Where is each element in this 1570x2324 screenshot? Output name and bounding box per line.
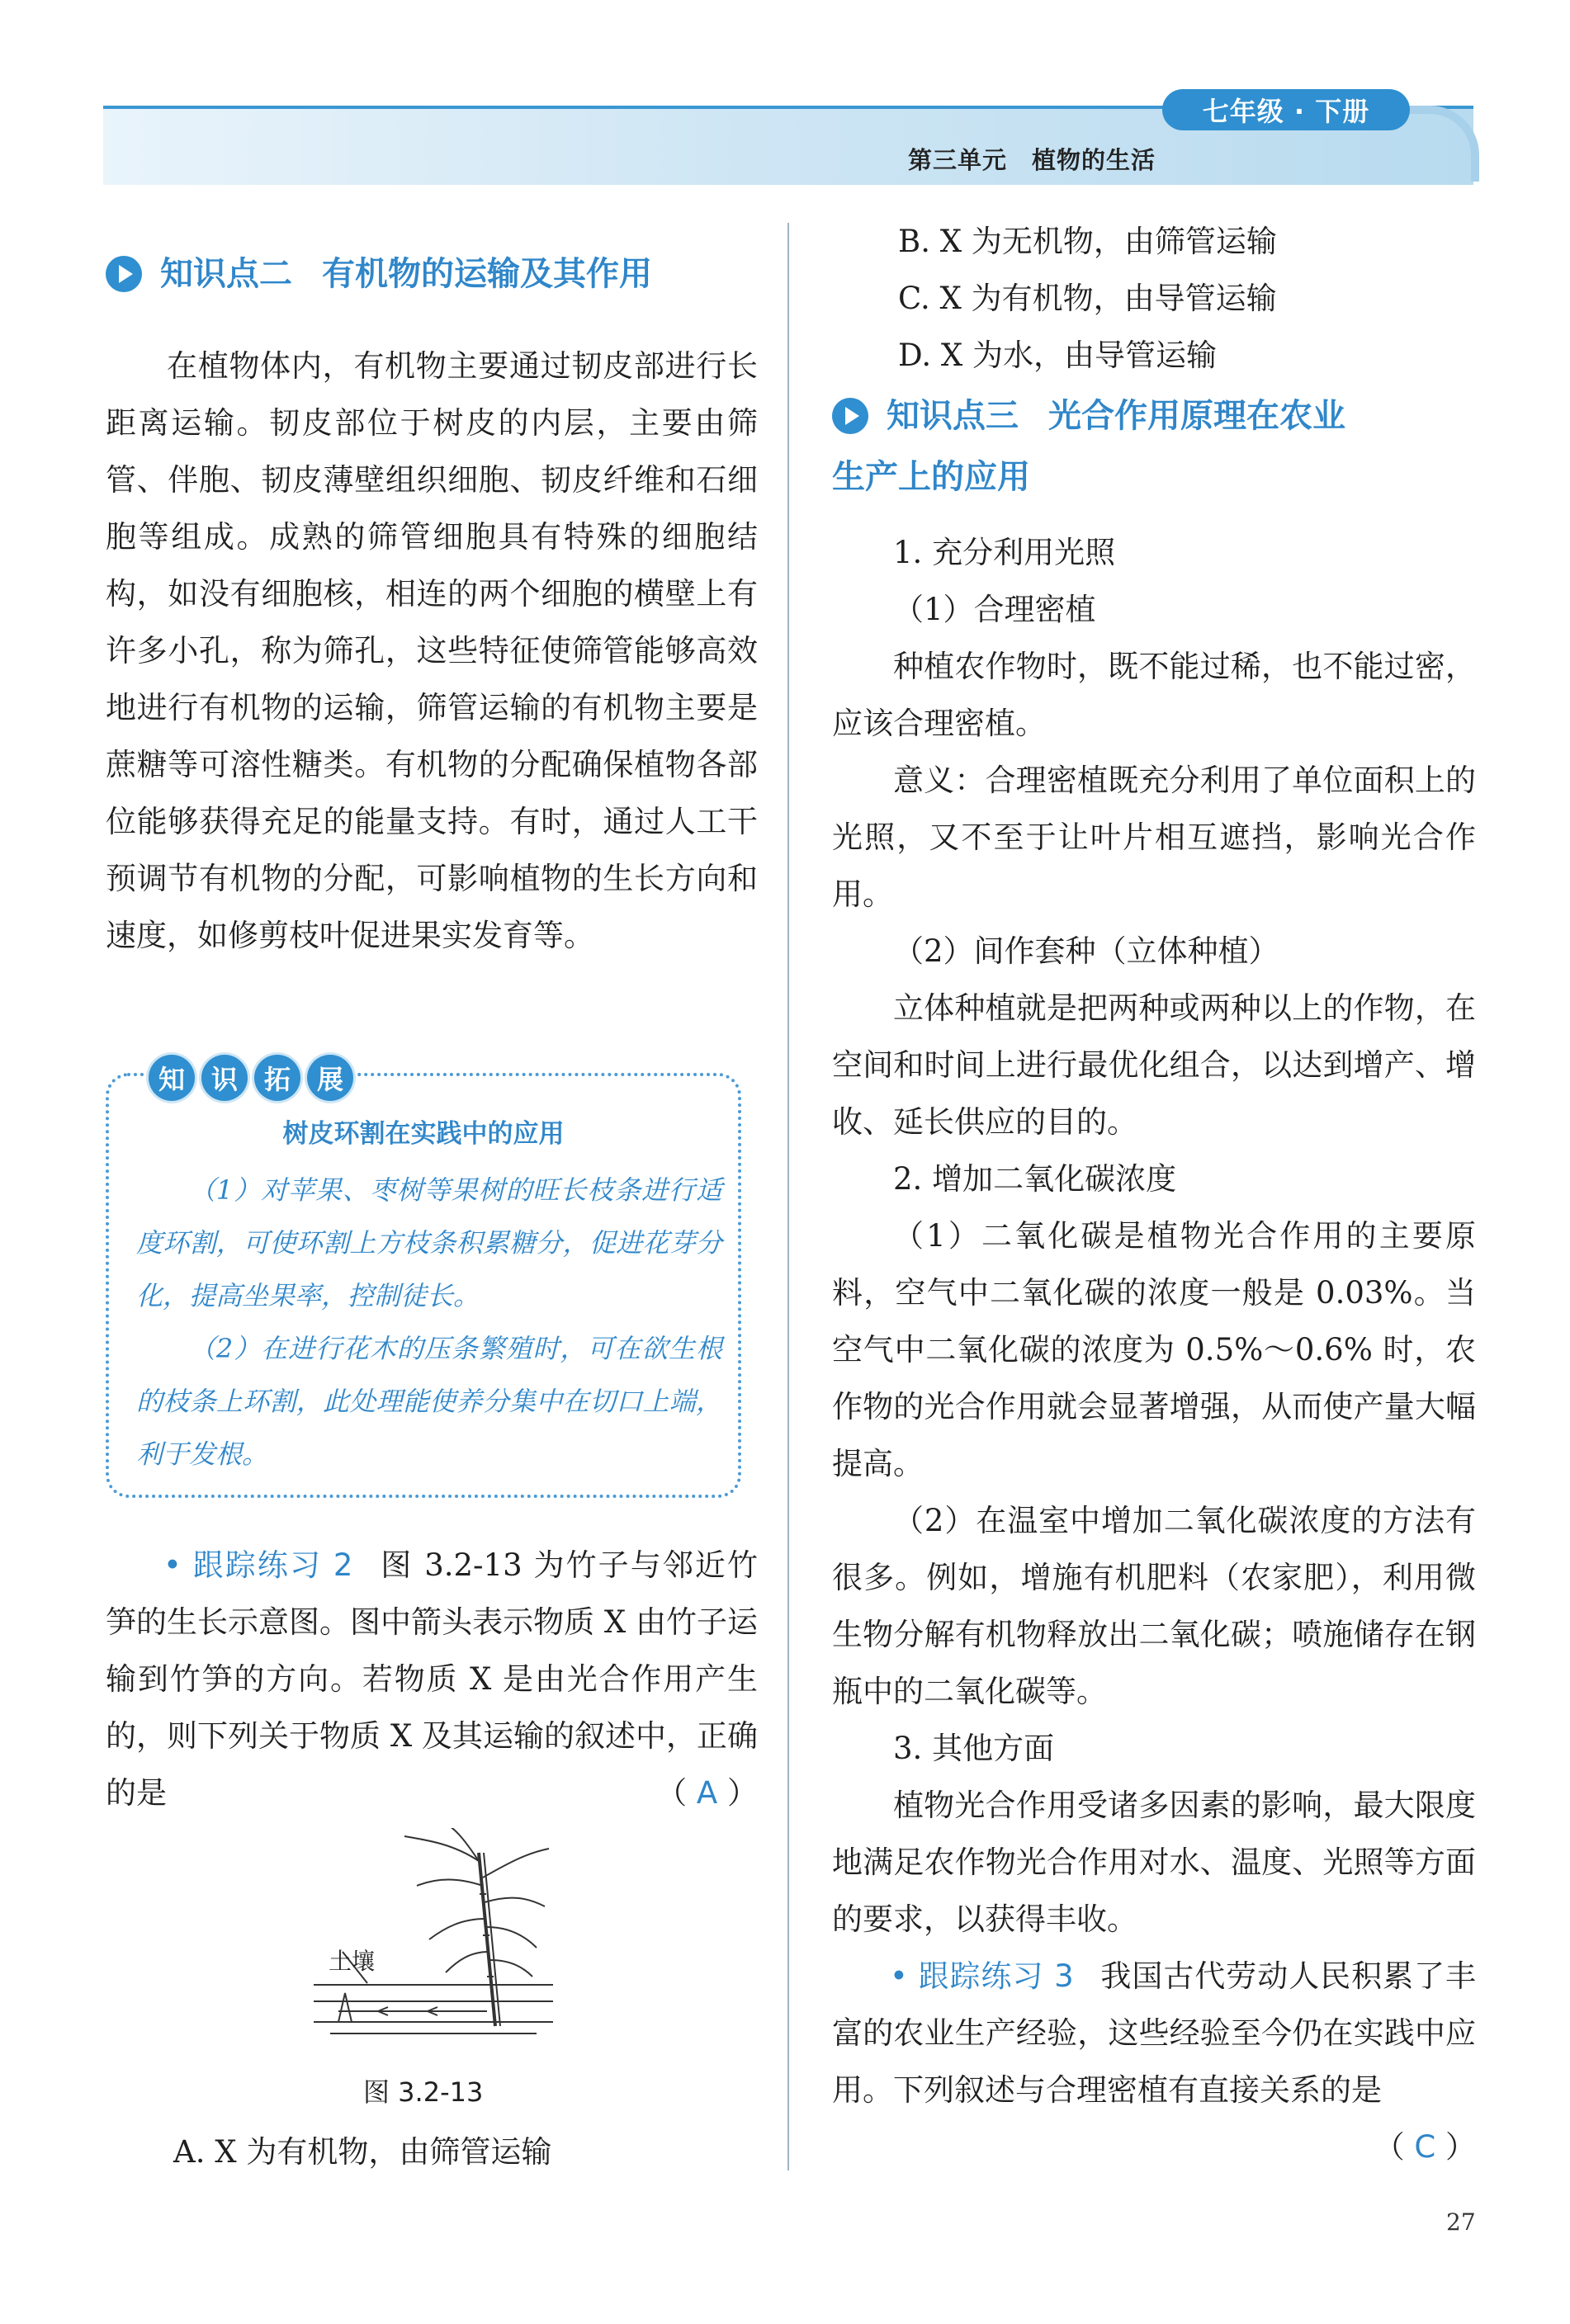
page-number: 27	[1446, 2208, 1476, 2236]
option-c: C. X 为有机物，由导管运输	[898, 281, 1277, 316]
practice-2	[106, 1537, 758, 1821]
practice-label: 跟踪练习 3	[918, 1958, 1074, 1994]
section-title-line2: 生产上的应用	[832, 458, 1030, 496]
bullet-dot: •	[890, 1958, 908, 1994]
figure-soil-label: 土壤	[329, 1948, 376, 1975]
unit-title: 第三单元 植物的生活	[908, 146, 1156, 174]
paragraph-6: 植物光合作用受诸多因素的影响，最大限度地满足农作物光合作用对水、温度、光照等方面的要求，以获得丰收。	[832, 1788, 1476, 1937]
section-number: 知识点三	[887, 397, 1019, 435]
section-title: 有机物的运输及其作用	[322, 255, 652, 293]
paragraph-4: （1）二氧化碳是植物光合作用的主要原料，空气中二氧化碳的浓度一般是 0.03%。当空气中二氧化碳的浓度为 0.5%～0.6% 时，农作物的光合作用就会显著增强，从而使产量大幅提高。	[832, 1218, 1476, 1481]
bamboo-figure	[314, 1828, 553, 2043]
paragraph-3: 立体种植就是把两种或两种以上的作物，在空间和时间上进行最优化组合，以达到增产、增收、延长供应的目的。	[832, 990, 1476, 1140]
section-heading-text	[887, 385, 1345, 446]
left-column-top	[106, 243, 758, 964]
answer-bracket: （ A ）	[656, 1775, 758, 1811]
section-3-body	[832, 524, 1477, 2165]
paragraph-2: 意义：合理密植既充分利用了单位面积上的光照，又不至于让叶片相互遮挡，影响光合作用。	[832, 763, 1476, 912]
right-column	[832, 213, 1476, 2175]
option-a-text: A. X 为有机物，由筛管运输	[173, 2134, 552, 2170]
section-heading-3	[832, 385, 1476, 446]
extension-title: 树皮环割在实践中的应用	[282, 1119, 565, 1149]
knowledge-extension-badges	[149, 1055, 353, 1101]
answer-letter: C	[1414, 2129, 1436, 2165]
option-b: B. X 为无机物，由筛管运输	[898, 224, 1277, 259]
section-title-line1: 光合作用原理在农业	[1048, 397, 1345, 435]
badge-char: 识	[201, 1055, 248, 1101]
play-icon	[832, 398, 868, 434]
answer-letter: A	[696, 1775, 718, 1811]
section-heading-2	[106, 243, 758, 305]
practice-question-text: 我国古代劳动人民积累了丰富的农业生产经验，这些经验至今仍在实践中应用。下列叙述与合理密植有直接关系的是	[832, 1958, 1477, 2108]
bullet-dot: •	[163, 1547, 182, 1583]
section-heading-3-line2	[832, 446, 1476, 508]
option-a	[173, 2123, 751, 2180]
paragraph-5: （2）在温室中增加二氧化碳浓度的方法有很多。例如，增施有机肥料（农家肥），利用微生物分解有机物释放出二氧化碳；喷施储存在钢瓶中的二氧化碳等。	[832, 1503, 1476, 1709]
figure-caption: 图 3.2-13	[363, 2076, 484, 2108]
extension-item: （1）对苹果、枣树等果树的旺长枝条进行适度环割，可使环割上方枝条积累糖分，促进花芽分化，提高坐果率，控制徒长。	[136, 1174, 722, 1311]
practice-3-question	[832, 1948, 1477, 2165]
subheading-1-2: （2）间作套种（立体种植）	[893, 933, 1279, 969]
subheading-3: 3. 其他方面	[893, 1731, 1055, 1766]
subheading-1: 1. 充分利用光照	[893, 535, 1116, 570]
badge-char: 知	[149, 1055, 195, 1101]
practice-question-text: 图 3.2-13 为竹子与邻近竹笋的生长示意图。图中箭头表示物质 X 由竹子运输到竹笋的方向。若物质 X 是由光合作用产生的，则下列关于物质 X 及其运输的叙述中，正确的是	[106, 1547, 759, 1811]
option-d: D. X 为水，由导管运输	[898, 338, 1217, 373]
column-divider	[787, 223, 789, 2170]
extension-body	[136, 1164, 722, 1481]
extension-item: （2）在进行花木的压条繁殖时，可在欲生根的枝条上环割，此处理能使养分集中在切口上端，利于发根。	[136, 1333, 722, 1470]
practice-2-question	[106, 1537, 758, 1821]
play-icon	[106, 256, 142, 292]
section-number: 知识点二	[160, 255, 292, 293]
badge-char: 拓	[254, 1055, 300, 1101]
subheading-2: 2. 增加二氧化碳浓度	[893, 1161, 1177, 1197]
badge-char: 展	[307, 1055, 353, 1101]
organic-transport-paragraph: 在植物体内，有机物主要通过韧皮部进行长距离运输。韧皮部位于树皮的内层，主要由筛管、伴胞、韧皮薄壁组织细胞、韧皮纤维和石细胞等组成。成熟的筛管细胞具有特殊的细胞结构，如没有细胞核，相连的两个细胞的横壁上有许多小孔，称为筛孔，这些特征使筛管能够高效地进行有机物的运输，筛管运输的有机物主要是蔗糖等可溶性糖类。有机物的分配确保植物各部位能够获得充足的能量支持。有时，通过人工干预调节有机物的分配，可影响植物的生长方向和速度，如修剪枝叶促进果实发育等。	[106, 348, 758, 953]
answer-bracket: （ C ）	[1374, 2129, 1476, 2165]
paragraph-1: 种植农作物时，既不能过稀，也不能过密，应该合理密植。	[832, 649, 1476, 741]
subheading-1-1: （1）合理密植	[893, 592, 1096, 627]
practice-label: 跟踪练习 2	[192, 1547, 353, 1583]
grade-tab: 七年级 · 下册	[1162, 89, 1410, 130]
